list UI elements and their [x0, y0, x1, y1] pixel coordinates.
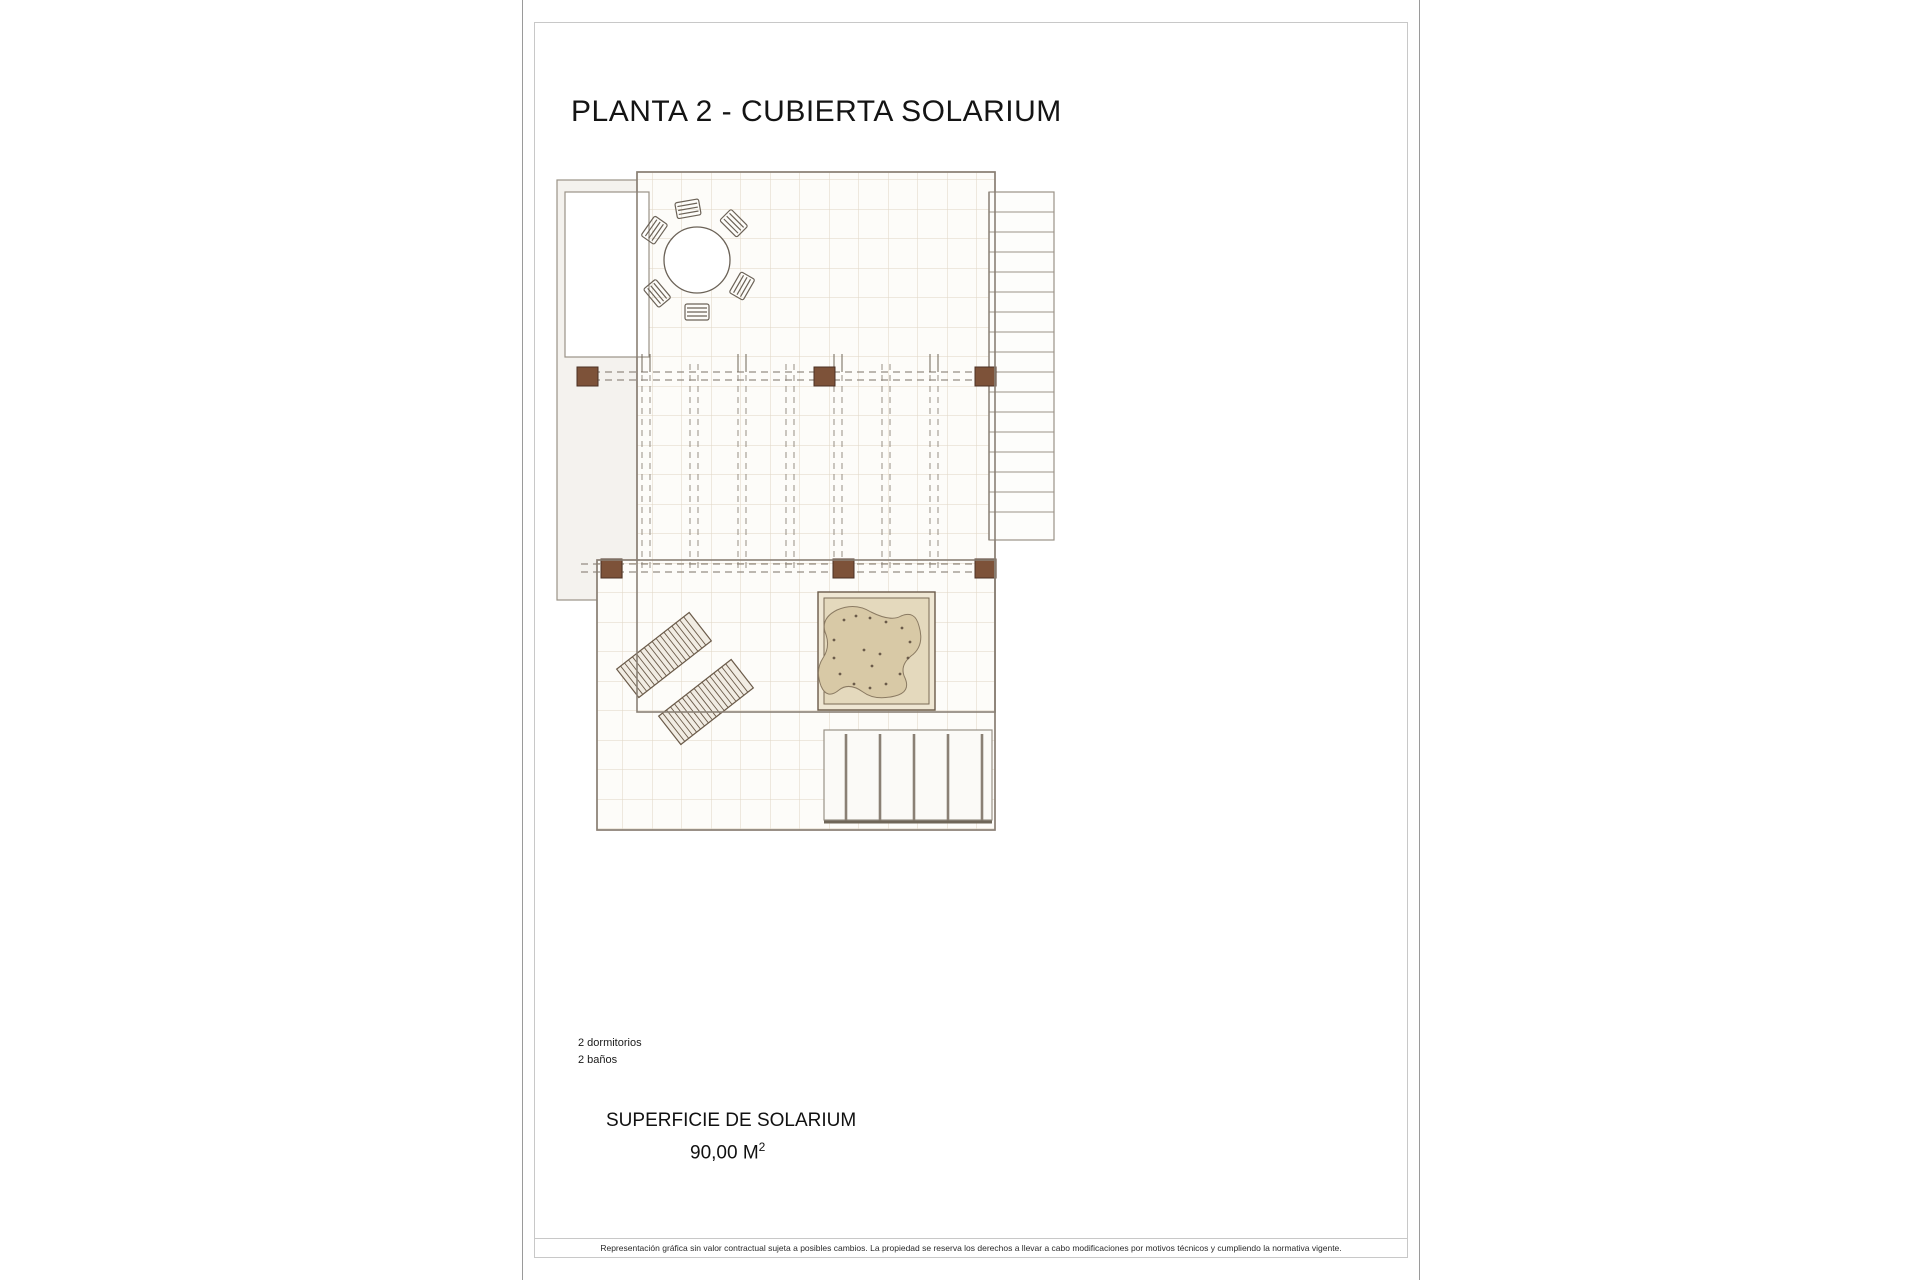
floor-plan-drawing	[534, 150, 1408, 1030]
perimeter-railing	[824, 730, 992, 822]
page-title: PLANTA 2 - CUBIERTA SOLARIUM	[571, 95, 1062, 128]
bedrooms-caption: 2 dormitorios	[578, 1037, 642, 1049]
bathrooms-caption: 2 baños	[578, 1054, 618, 1066]
surface-value	[690, 1140, 765, 1164]
disclaimer-text: Representación gráfica sin valor contractual sujeta a posibles cambios. La propiedad se reserva los derechos a llevar a cabo modificaciones por motivos técnicos y cumpliendo la normativa vigente.	[600, 1243, 1342, 1253]
tile-grid	[600, 175, 992, 827]
jacuzzi-hot-tub	[818, 592, 935, 710]
surface-unit-exponent: 2	[758, 1140, 766, 1154]
surface-label: SUPERFICIE DE SOLARIUM	[606, 1110, 857, 1131]
surface-number: 90,00 M	[690, 1142, 759, 1164]
disclaimer-divider	[534, 1238, 1408, 1239]
exterior-staircase	[989, 192, 1054, 540]
